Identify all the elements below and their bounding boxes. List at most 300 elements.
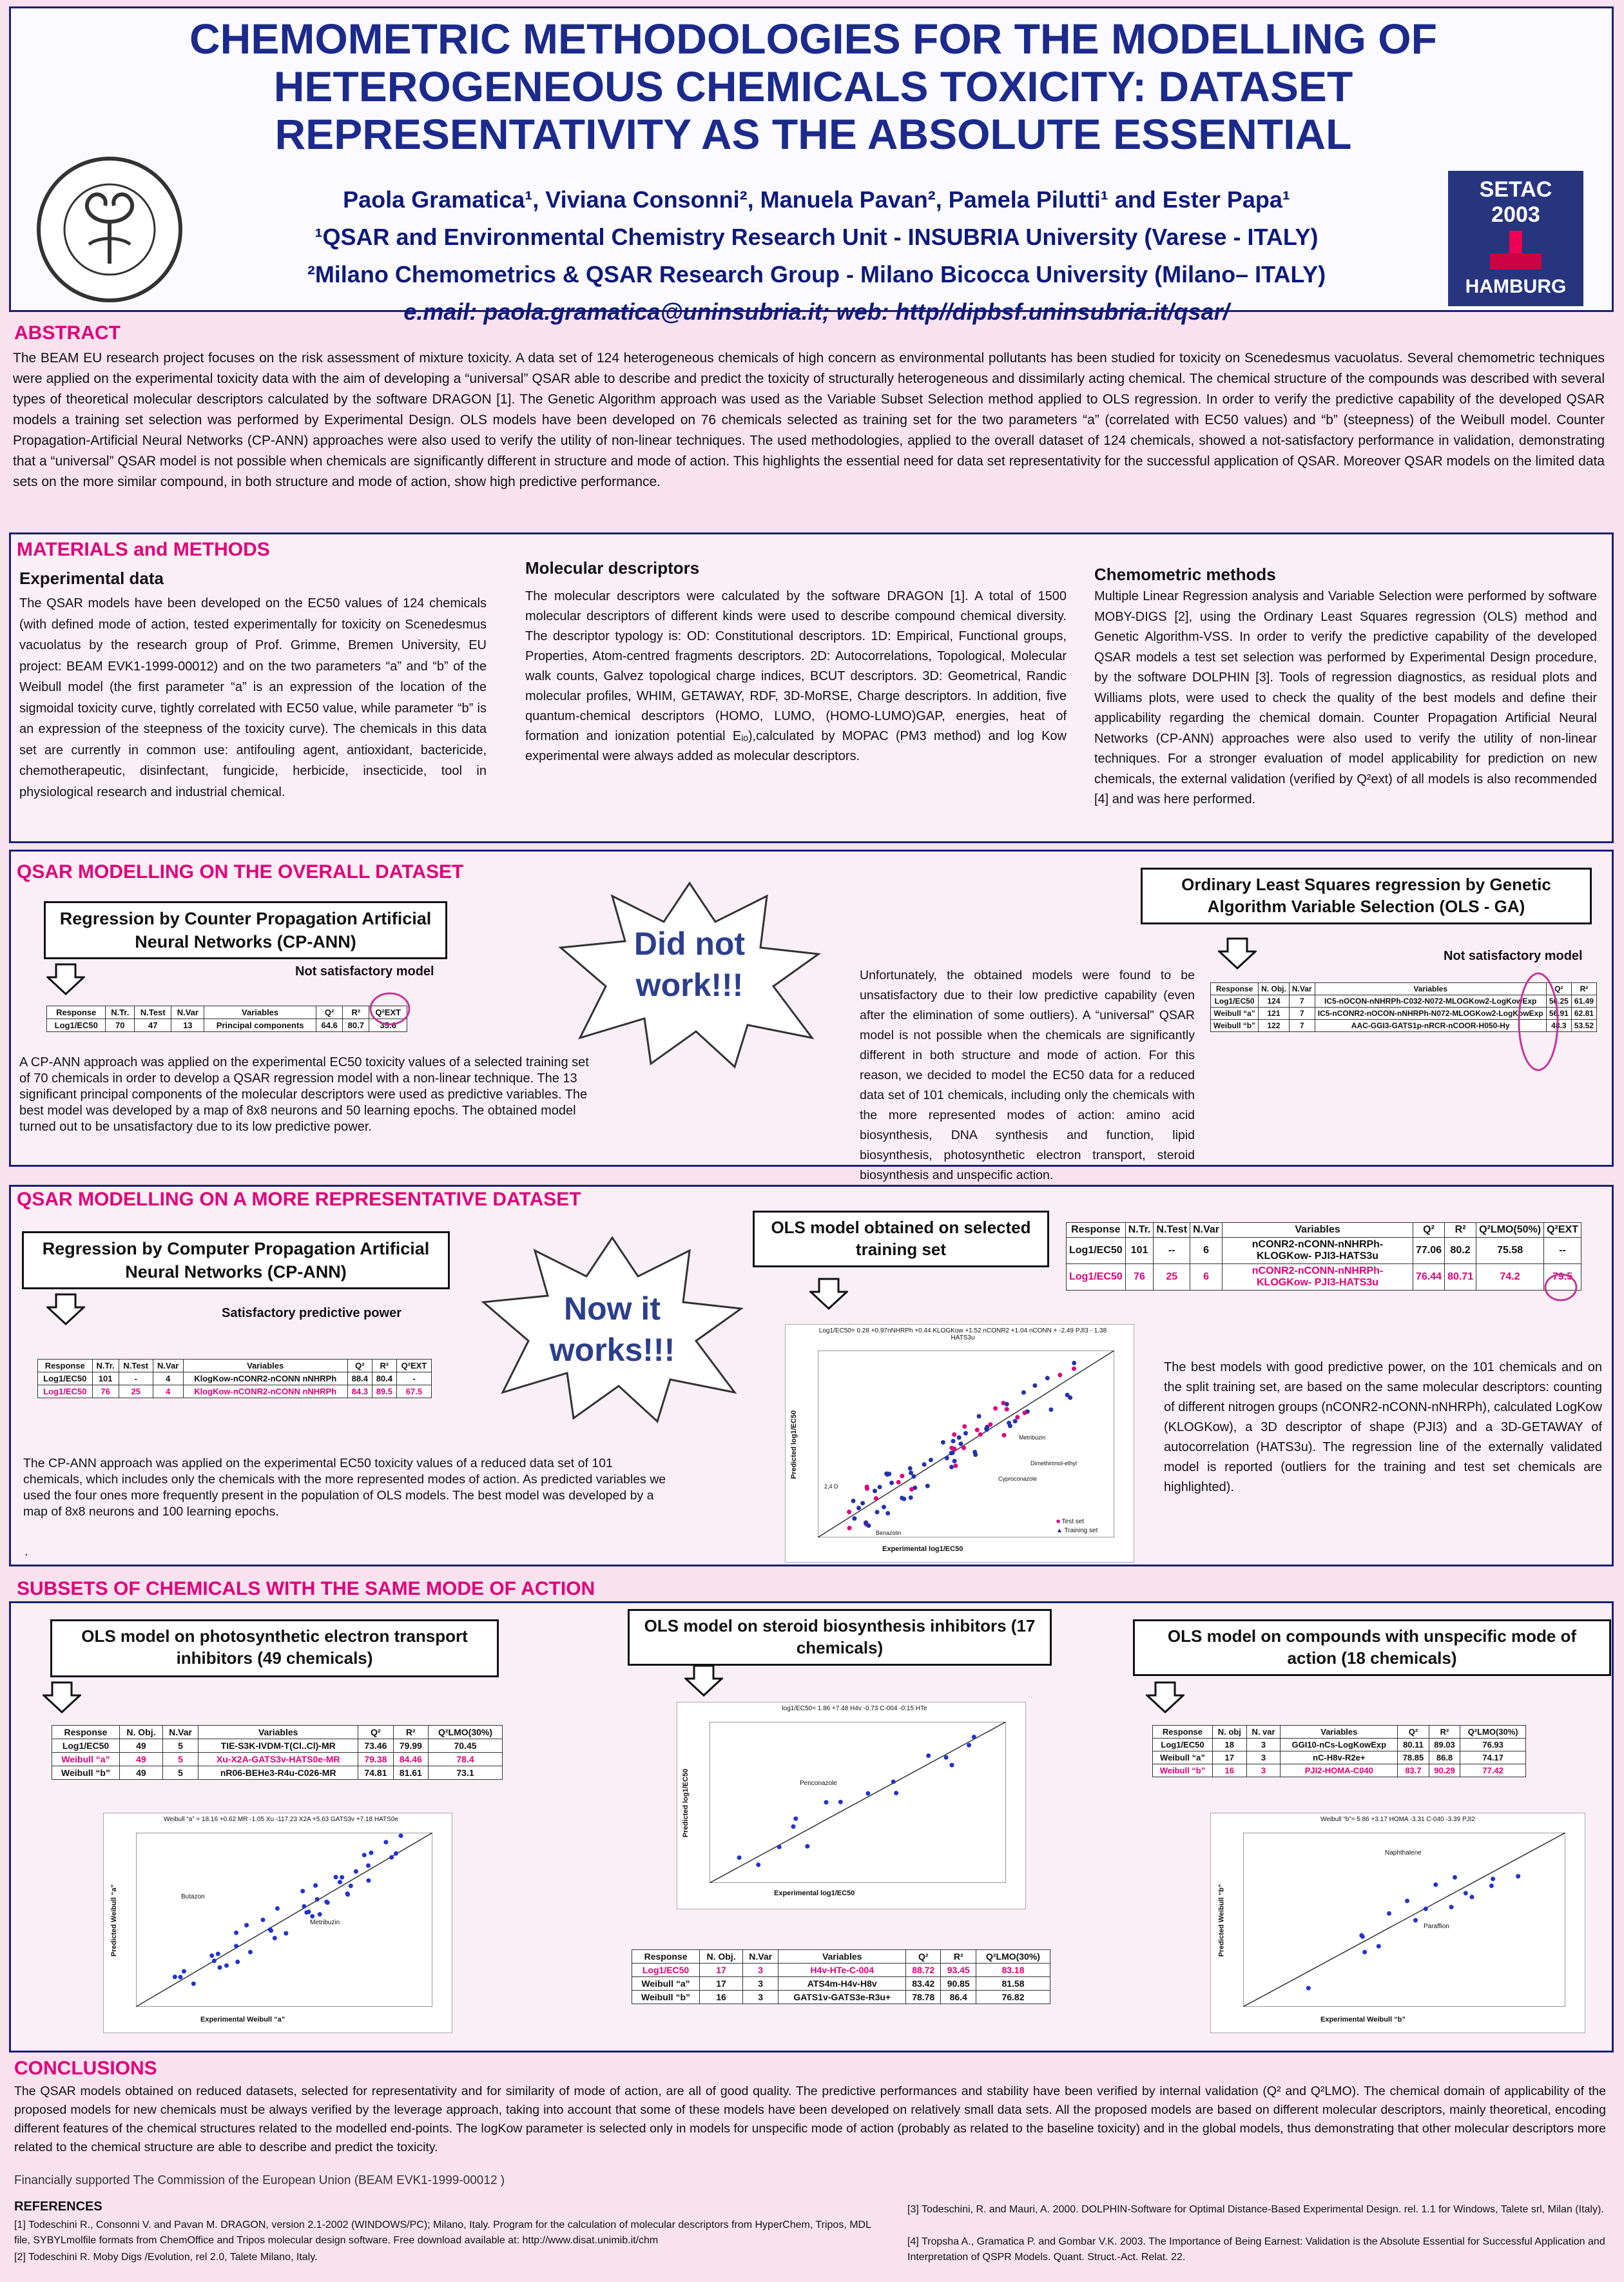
photosynthetic-table bbox=[52, 1725, 503, 1780]
table-cell: 70 bbox=[106, 1019, 135, 1032]
scatter-point bbox=[1470, 1895, 1474, 1899]
table-cell: 49 bbox=[120, 1739, 163, 1753]
scatter-point bbox=[1005, 1402, 1009, 1407]
scatter-point bbox=[1405, 1898, 1409, 1903]
scatter-point bbox=[218, 1965, 222, 1970]
table-row bbox=[52, 1766, 503, 1780]
scatter-point bbox=[851, 1499, 856, 1503]
table-cell: 83.42 bbox=[906, 1977, 941, 1991]
table-cell: 48.3 bbox=[1546, 1020, 1571, 1032]
table-cell: - bbox=[396, 1372, 431, 1385]
scatter-point bbox=[224, 1964, 229, 1968]
table-row bbox=[632, 1991, 1050, 2004]
scatter-point bbox=[1072, 1361, 1076, 1365]
table-header-cell: R² bbox=[1429, 1726, 1460, 1739]
scatter-point bbox=[793, 1817, 798, 1821]
table-cell: 76 bbox=[1125, 1264, 1154, 1291]
scatter-point bbox=[300, 1889, 305, 1893]
table-cell: 84.46 bbox=[393, 1753, 428, 1766]
table-row bbox=[1153, 1751, 1526, 1764]
table-cell: 79.99 bbox=[393, 1739, 428, 1753]
table-header-cell: Q² bbox=[1413, 1223, 1445, 1238]
table-cell: 88.4 bbox=[347, 1372, 372, 1385]
table-header-cell: N.Test bbox=[119, 1360, 153, 1372]
scatter-point bbox=[925, 1484, 930, 1488]
table-header-cell: Q²LMO(30%) bbox=[1460, 1726, 1526, 1739]
table-cell: 77.42 bbox=[1460, 1764, 1526, 1777]
table-cell: 47 bbox=[135, 1019, 171, 1032]
table-row bbox=[47, 1019, 407, 1032]
table-cell: 35.6 bbox=[369, 1019, 407, 1032]
table-cell: 67.5 bbox=[396, 1385, 431, 1398]
scatter-point bbox=[884, 1472, 889, 1476]
scatter-point bbox=[1065, 1393, 1070, 1398]
table-cell: 5 bbox=[162, 1753, 198, 1766]
table-row bbox=[1067, 1238, 1581, 1264]
table-header-cell: Q² bbox=[1398, 1726, 1429, 1739]
table-header-cell: Response bbox=[1067, 1223, 1126, 1238]
scatter-point bbox=[191, 1982, 196, 1986]
scatter-point bbox=[284, 1931, 288, 1936]
unspecific-title-box: OLS model on compounds with unspecific mode of action (18 chemicals) bbox=[1133, 1619, 1611, 1676]
plot-equation: Weibull “b”= 5.86 +3.17 HOMA -3.31 C-040 -3.39 PJI2 bbox=[1320, 1816, 1475, 1823]
abstract-heading: ABSTRACT bbox=[14, 322, 121, 344]
scatter-point bbox=[977, 1414, 981, 1419]
scatter-point bbox=[967, 1743, 971, 1748]
scatter-point bbox=[865, 1487, 869, 1491]
scatter-point bbox=[1377, 1944, 1381, 1949]
scatter-point bbox=[993, 1406, 998, 1410]
table-cell: 122 bbox=[1259, 1020, 1290, 1032]
table-cell: nCONR2-nCONN-nNHRPh-KLOGKow- PJI3-HATS3u bbox=[1223, 1238, 1413, 1264]
table-cell: nR06-BEHe3-R4u-C026-MR bbox=[198, 1766, 358, 1780]
scatter-point bbox=[394, 1851, 398, 1856]
now-it-works-label: Now it works!!! bbox=[549, 1291, 675, 1368]
table-row bbox=[38, 1372, 432, 1385]
scatter-point bbox=[949, 1451, 954, 1456]
scatter-point bbox=[1387, 1911, 1391, 1916]
scatter-point bbox=[369, 1851, 373, 1855]
scatter-point bbox=[1362, 1950, 1367, 1955]
point-label: Cyproconazole bbox=[998, 1476, 1038, 1482]
table-cell: 80.71 bbox=[1445, 1264, 1476, 1291]
table-header-cell: R² bbox=[1445, 1223, 1476, 1238]
table-header-cell: R² bbox=[1571, 983, 1596, 995]
scatter-point bbox=[852, 1516, 856, 1521]
table-cell: Weibull “b” bbox=[1153, 1764, 1213, 1777]
table-cell: 17 bbox=[700, 1977, 743, 1991]
table-header-cell: Variables bbox=[1281, 1726, 1398, 1739]
table-cell: 74.2 bbox=[1476, 1264, 1544, 1291]
x-axis-label: Experimental Weibull “b” bbox=[1320, 2016, 1406, 2024]
table-cell: GATS1v-GATS3e-R3u+ bbox=[778, 1991, 906, 2004]
table-cell: 121 bbox=[1259, 1008, 1290, 1020]
scatter-point bbox=[1002, 1433, 1007, 1438]
scatter-point bbox=[847, 1510, 851, 1514]
table-cell: 25 bbox=[1154, 1264, 1190, 1291]
scatter-point bbox=[962, 1424, 967, 1429]
overall-heading: QSAR MODELLING ON THE OVERALL DATASET bbox=[17, 861, 464, 883]
table-cell: 25 bbox=[119, 1385, 153, 1398]
scatter-area bbox=[136, 1833, 432, 2007]
chemometric-methods-title: Chemometric methods bbox=[1094, 565, 1276, 584]
point-label: Dimethirimol-ethyl bbox=[1030, 1460, 1078, 1467]
table-header-cell: Q²LMO(30%) bbox=[976, 1950, 1050, 1964]
legend-training: ▲ Training set bbox=[1056, 1527, 1098, 1534]
scatter-point bbox=[952, 1432, 956, 1437]
scatter-point bbox=[383, 1840, 388, 1844]
scatter-point bbox=[962, 1446, 966, 1450]
scatter-point bbox=[248, 1950, 253, 1955]
table-cell: 3 bbox=[1246, 1751, 1281, 1764]
reference-2: [2] Todeschini R. Moby Digs /Evolution, rel 2.0, Talete Milano, Italy. bbox=[14, 2252, 318, 2263]
scatter-point bbox=[963, 1431, 968, 1436]
y-axis-label: Predicted log1/EC50 bbox=[790, 1410, 798, 1479]
table-cell: 18 bbox=[1212, 1739, 1246, 1751]
contact-line[interactable]: e.mail: paola.gramatica@uninsubria.it; web: http//dipbsf.uninsubria.it/qsar/ bbox=[403, 298, 1230, 325]
table-cell: Log1/EC50 bbox=[1067, 1238, 1126, 1264]
scatter-point bbox=[216, 1952, 220, 1956]
cpann-overall-table bbox=[46, 1006, 407, 1032]
scatter-point bbox=[805, 1844, 809, 1849]
table-header-cell: Variables bbox=[778, 1950, 906, 1964]
x-axis-label: Experimental log1/EC50 bbox=[774, 1889, 855, 1897]
scatter-point bbox=[988, 1422, 992, 1427]
table-cell: ATS4m-H4v-H8v bbox=[778, 1977, 906, 1991]
point-label: Butazon bbox=[181, 1893, 205, 1900]
chemometric-methods-text: Multiple Linear Regression analysis and Variable Selection were performed by software MOBY-DIGS [2], using the Ordinary Least Squares regression (OLS) method and Genetic Algorithm-VSS. In order to verify the predictive capability of the developed QSAR models a test set selection was performed by Experimental Design procedure, by the software DOLPHIN [3]. Tools of regression diagnostics, as residual plots and Williams plots, were used to check the quality of the best models and define their applicability regarding the chemical domain. Counter Propagation Artificial Neural Networks (CP-ANN) approaches were also used to verify the utility of non-linear techniques. For a stronger evaluation of model applicability for prediction on new chemicals, the external validation (verified by Q²ext) of all models is also recommended [4] and was here performed. bbox=[1094, 589, 1597, 806]
table-cell: Log1/EC50 bbox=[1211, 995, 1259, 1008]
scatter-point bbox=[865, 1791, 870, 1796]
authors-block bbox=[204, 181, 1429, 331]
tower-icon bbox=[1477, 228, 1554, 273]
scatter-point bbox=[777, 1845, 782, 1849]
table-cell: 3 bbox=[1246, 1739, 1281, 1751]
cpann-rep-text: The CP-ANN approach was applied on the experimental EC50 toxicity values of a reduced data set of 101 chemicals, which includes only the chemicals with the more represented modes of action. As predicted variables we used the four ones more frequently present in the population of OLS models. The best model was developed by a map of 8x8 neurons and 100 learning epochs. bbox=[23, 1456, 666, 1519]
reference-4: [4] Tropsha A., Gramatica P. and Gombar V.K. 2003. The Importance of Being Earnest: Validation is the Absolute Essential for Successful Application and Interpretation of QSPR Models. Quant. Struct.-Act. Relat. 22. bbox=[907, 2236, 1605, 2263]
scatter-point bbox=[1359, 1933, 1364, 1938]
scatter-point bbox=[234, 1944, 238, 1948]
table-row bbox=[1153, 1764, 1526, 1777]
table-header-cell: Variables bbox=[1315, 983, 1546, 995]
scatter-point bbox=[1015, 1415, 1020, 1419]
table-cell: 80.7 bbox=[343, 1019, 369, 1032]
table-header-cell: Variables bbox=[183, 1360, 347, 1372]
scatter-point bbox=[985, 1427, 989, 1432]
table-cell: IC5-nOCON-nNHRPh-C032-N072-MLOGKow2-LogKowExp bbox=[1315, 995, 1546, 1008]
scatter-point bbox=[1058, 1373, 1062, 1378]
table-cell: 89.5 bbox=[372, 1385, 396, 1398]
point-label: Naphthalene bbox=[1385, 1849, 1422, 1857]
table-header-cell: N. Obj. bbox=[120, 1726, 163, 1739]
scatter-point bbox=[345, 1892, 350, 1897]
point-label: Paraffion bbox=[1424, 1923, 1449, 1930]
table-cell: Log1/EC50 bbox=[38, 1385, 93, 1398]
table-cell: PJI2-HOMA-C040 bbox=[1281, 1764, 1398, 1777]
table-header-cell: Response bbox=[1153, 1726, 1213, 1739]
scatter-point bbox=[945, 1456, 949, 1460]
reference-1: [1] Todeschini R., Consonni V. and Pavan M. DRAGON, version 2.1-2002 (WINDOWS/PC); Milano, Italy. Program for the calculation of molecular descriptors from HyperChem, Tripos, MDL file, SYBYLmolfile formats from ChemOffice and Tripos molecular design software. Free download available at: http://www.disat.unimib.it/chm bbox=[14, 2219, 871, 2246]
scatter-point bbox=[307, 1909, 311, 1914]
table-cell: 6 bbox=[1190, 1238, 1223, 1264]
unspecific-table bbox=[1152, 1725, 1526, 1777]
table-cell: 7 bbox=[1289, 1020, 1315, 1032]
table-cell: 79.5 bbox=[1544, 1264, 1581, 1291]
table-header-row bbox=[1067, 1223, 1581, 1238]
scatter-point bbox=[824, 1800, 829, 1804]
down-arrow-icon bbox=[46, 1293, 85, 1325]
scatter-point bbox=[878, 1485, 882, 1489]
table-cell: 56.91 bbox=[1546, 1008, 1571, 1020]
table-cell: 5 bbox=[162, 1739, 198, 1753]
point-label: Benazolin bbox=[876, 1530, 902, 1536]
subsets-heading: SUBSETS OF CHEMICALS WITH THE SAME MODE OF ACTION bbox=[17, 1578, 595, 1599]
table-cell: 16 bbox=[700, 1991, 743, 2004]
table-cell: 49 bbox=[120, 1766, 163, 1780]
table-header-cell: N. Obj. bbox=[1259, 983, 1290, 995]
plot-equation: Log1/EC50= 0.28 +0.97nNHRPh +0.44 KLOGKow +1.52 nCONR2 +1.04 nCONN + -2.49 PJI3 - 1.38 HATS3u bbox=[818, 1327, 1107, 1341]
table-header-cell: Q²EXT bbox=[369, 1006, 407, 1019]
table-cell: Weibull “a” bbox=[52, 1753, 120, 1766]
scatter-point bbox=[891, 1780, 896, 1784]
table-header-row bbox=[38, 1360, 432, 1372]
down-arrow-icon bbox=[1146, 1681, 1184, 1713]
table-cell: KlogKow-nCONR2-nCONN nNHRPh bbox=[183, 1372, 347, 1385]
scatter-point bbox=[874, 1496, 878, 1501]
scatter-point bbox=[896, 1480, 901, 1485]
scatter-point bbox=[302, 1904, 306, 1909]
table-cell: 6 bbox=[1190, 1264, 1223, 1291]
table-header-cell: N.Var bbox=[1289, 983, 1315, 995]
table-cell: 3 bbox=[1246, 1764, 1281, 1777]
table-row bbox=[52, 1739, 503, 1753]
scatter-point bbox=[975, 1428, 980, 1432]
table-cell: Weibull “a” bbox=[1153, 1751, 1213, 1764]
ols-rep-table bbox=[1066, 1222, 1581, 1291]
y-axis-label: Predicted Weibull “a” bbox=[110, 1884, 119, 1957]
table-cell: 76 bbox=[92, 1385, 119, 1398]
highlight-ellipse bbox=[367, 990, 412, 1028]
highlight-ellipse bbox=[1542, 1271, 1580, 1303]
satisfactory-label: Satisfactory predictive power bbox=[222, 1306, 401, 1320]
rep-right-text: The best models with good predictive power, on the 101 chemicals and on the split training set, are based on the same molecular descriptors: counting of different nitrogen groups (nCONR2-nCONN-nNHRPh), calculated LogKow (KLOGKow), a 3D descriptor of shape (PJI3) and a 3D-GETAWAY of autocorrelation (HATS3u). The regression line of the externally validated model is reported (outliers for the training and test set chemicals are highlighted). bbox=[1164, 1360, 1602, 1494]
scatter-point bbox=[909, 1470, 913, 1475]
author-list: Paola Gramatica¹, Viviana Consonni², Manuela Pavan², Pamela Pilutti¹ and Ester Papa¹ bbox=[343, 186, 1290, 213]
table-header-cell: N. obj bbox=[1212, 1726, 1246, 1739]
table-cell: 84.3 bbox=[347, 1385, 372, 1398]
scatter-point bbox=[958, 1441, 963, 1446]
scatter-point bbox=[909, 1496, 913, 1500]
scatter-area bbox=[710, 1722, 1006, 1883]
table-cell: 4 bbox=[153, 1385, 183, 1398]
table-cell: 86.8 bbox=[1429, 1751, 1460, 1764]
scatter-point bbox=[953, 1463, 958, 1468]
scatter-point bbox=[900, 1474, 904, 1478]
table-cell: 3 bbox=[743, 1964, 778, 1977]
not-satisfactory-label: Not satisfactory model bbox=[295, 964, 434, 979]
scatter-point bbox=[951, 1439, 956, 1443]
table-cell: 78.78 bbox=[906, 1991, 941, 2004]
table-cell: -- bbox=[1544, 1238, 1581, 1264]
table-cell: 7 bbox=[1289, 1008, 1315, 1020]
university-logo bbox=[37, 157, 182, 302]
scatter-point bbox=[909, 1487, 914, 1492]
table-cell: 89.03 bbox=[1429, 1739, 1460, 1751]
table-row bbox=[1067, 1264, 1581, 1291]
scatter-point bbox=[973, 1452, 978, 1457]
funding-note: Financially supported The Commission of the European Union (BEAM EVK1-1999-00012 ) bbox=[14, 2174, 505, 2187]
table-cell: 3 bbox=[743, 1991, 778, 2004]
table-cell: Weibull “b” bbox=[632, 1991, 700, 2004]
table-cell: 83.7 bbox=[1398, 1764, 1429, 1777]
reference-3: [3] Todeschini, R. and Mauri, A. 2000. DOLPHIN-Software for Optimal Distance-Based Experimental Design. rel. 1.1 for Windows, Talete srl, Milan (Italy). bbox=[907, 2204, 1604, 2215]
table-cell: TIE-S3K-IVDM-T(Cl..Cl)-MR bbox=[198, 1739, 358, 1753]
scatter-point bbox=[882, 1505, 886, 1509]
y-axis-label: Predicted log1/EC50 bbox=[682, 1768, 690, 1838]
table-cell: 13 bbox=[171, 1019, 204, 1032]
table-cell: 73.46 bbox=[358, 1739, 393, 1753]
scatter-point bbox=[1021, 1390, 1026, 1395]
table-cell: 53.52 bbox=[1571, 1020, 1596, 1032]
y-axis-label: Predicted Weibull “b” bbox=[1217, 1884, 1226, 1957]
scatter-point bbox=[212, 1958, 217, 1963]
scatter-point bbox=[1013, 1419, 1018, 1423]
scatter-point bbox=[313, 1883, 318, 1887]
methods-heading: MATERIALS and METHODS bbox=[17, 539, 270, 560]
scatter-point bbox=[275, 1906, 280, 1911]
table-cell: 49 bbox=[120, 1753, 163, 1766]
table-header-cell: Response bbox=[47, 1006, 106, 1019]
table-cell: H4v-HTe-C-004 bbox=[778, 1964, 906, 1977]
scatter-plot-steroid bbox=[677, 1702, 1026, 1909]
table-cell: 61.49 bbox=[1571, 995, 1596, 1008]
scatter-point bbox=[1516, 1874, 1520, 1878]
scatter-point bbox=[838, 1800, 843, 1804]
scatter-point bbox=[209, 1953, 214, 1958]
scatter-point bbox=[1306, 1986, 1311, 1991]
scatter-point bbox=[1413, 1918, 1418, 1922]
scatter-point bbox=[273, 1936, 277, 1940]
scatter-point bbox=[926, 1753, 931, 1758]
scatter-point bbox=[949, 1465, 954, 1469]
table-header-row bbox=[1153, 1726, 1526, 1739]
scatter-point bbox=[860, 1501, 865, 1505]
table-header-cell: N.Tr. bbox=[1125, 1223, 1154, 1238]
conclusions-heading: CONCLUSIONS bbox=[14, 2058, 157, 2079]
point-label: Metribuzin bbox=[1019, 1434, 1046, 1441]
scatter-point bbox=[315, 1897, 320, 1902]
setac-logo: SETAC 2003 HAMBURG bbox=[1448, 171, 1583, 306]
table-header-cell: N. var bbox=[1246, 1726, 1281, 1739]
scatter-point bbox=[324, 1900, 329, 1904]
table-cell: 80.4 bbox=[372, 1372, 396, 1385]
scatter-point bbox=[950, 1763, 954, 1768]
scatter-point bbox=[952, 1459, 957, 1463]
table-cell: IC5-nCONR2-nOCON-nNHRPh-N072-MLOGKow2-LogKowExp bbox=[1315, 1008, 1546, 1020]
molecular-descriptors-text: The molecular descriptors were calculated by the software DRAGON [1]. A total of 1500 molecular descriptors of different kinds were used to describe compound chemical diversity. The descriptor typology is: OD: Constitutional descriptors. 1D: Empirical, Functional groups, Properties, Atom-centred fragments descriptors. 2D: Autocorrelations, Topological, Molecular walk counts, Galvez topological charge indices, BCUT descriptors. 3D: Geometrical, Randic molecular profiles, WHIM, GETAWAY, RDF, 3D-MoRSE, Charge descriptors. In addition, five quantum-chemical descriptors (HOMO, LUMO, (HOMO-LUMO)GAP, energies, heat of formation and ionization potential Eᵢₒ),calculated by MOPAC (PM3 method) and log Kow experimental were always added as molecular descriptors. bbox=[525, 589, 1067, 763]
down-arrow-icon bbox=[43, 1681, 81, 1713]
scatter-point bbox=[1045, 1376, 1050, 1380]
table-cell: -- bbox=[1154, 1238, 1190, 1264]
scatter-point bbox=[1489, 1884, 1494, 1888]
scatter-point bbox=[894, 1791, 898, 1795]
stray-dot: . bbox=[24, 1545, 28, 1559]
not-satisfactory-label: Not satisfactory model bbox=[1444, 949, 1583, 963]
representative-heading: QSAR MODELLING ON A MORE REPRESENTATIVE DATASET bbox=[17, 1189, 581, 1210]
scatter-point bbox=[1449, 1905, 1454, 1909]
table-cell: 75.58 bbox=[1476, 1238, 1544, 1264]
conclusions-text: The QSAR models obtained on reduced datasets, selected for representativity and for similarity of mode of action, are all of good quality. The predictive performances and stability have been verified by internal validation (Q² and Q²LMO). The chemical domain of applicability of the proposed models for new chemicals must be always verified by the leverage approach, taking into account that some of these models have been developed on relatively small data sets. All the proposed models are based on different molecular descriptors, mainly theoretical, encoding different features of the chemical structures related to the modelled end-points. The logKow parameter is selected only in models for unspecific mode of action (probably as related to the baseline toxicity) and in the global models, thus demonstrating that other molecular descriptors more related to the chemical structure are able to describe and predict the toxicity. bbox=[14, 2084, 1606, 2154]
highlight-ellipse bbox=[1516, 970, 1561, 1073]
table-header-cell: Response bbox=[52, 1726, 120, 1739]
down-arrow-icon bbox=[1218, 937, 1257, 970]
scatter-point bbox=[1433, 1882, 1438, 1887]
table-header-cell: N.Test bbox=[135, 1006, 171, 1019]
scatter-point bbox=[885, 1511, 890, 1516]
table-row bbox=[52, 1753, 503, 1766]
table-cell: Log1/EC50 bbox=[52, 1739, 120, 1753]
table-cell: 101 bbox=[92, 1372, 119, 1385]
table-header-cell: Q²EXT bbox=[396, 1360, 431, 1372]
scatter-point bbox=[366, 1864, 371, 1868]
table-cell: nC-H8v-R2e+ bbox=[1281, 1751, 1398, 1764]
scatter-point bbox=[908, 1466, 913, 1470]
experimental-data-text: The QSAR models have been developed on the EC50 values of 124 chemicals (with defined mode of action, tested experimentally for toxicity on Scenedesmus vacuolatus by the research group of Prof. Grimme, Bremen University, EU project: BEAM EVK1-1999-00012) and on the two parameters “a” and “b” of the Weibull model (the first parameter “a” is an expression of the location of the sigmoidal toxicity curve, tightly correlated with EC50 value, while parameter “b” is an expression of the steepness of the toxicity curve). The chemicals in this data set are currently in common use: antifouling agent, antioxidant, bactericide, chemotherapeutic, disinfectant, fungicide, herbicide, insecticide, tool in physiological research and industrial chemical. bbox=[19, 596, 487, 799]
plot-equation: Weibull “a” = 18.16 +0.62 MR -1.05 Xu -117.23 X2A +5.63 GATS3v +7.18 HATS0e bbox=[164, 1816, 398, 1823]
table-row bbox=[632, 1977, 1050, 1991]
cpann-rep-title-box: Regression by Computer Propagation Artificial Neural Networks (CP-ANN) bbox=[22, 1231, 450, 1289]
table-row bbox=[38, 1385, 432, 1398]
table-header-cell: N.Var bbox=[153, 1360, 183, 1372]
scatter-point bbox=[1424, 1907, 1428, 1911]
table-cell: 78.4 bbox=[429, 1753, 503, 1766]
table-header-cell: N. Obj. bbox=[700, 1950, 743, 1964]
scatter-point bbox=[179, 1975, 183, 1980]
table-header-cell: Q²LMO(30%) bbox=[429, 1726, 503, 1739]
scatter-point bbox=[911, 1474, 916, 1479]
scatter-point bbox=[1453, 1875, 1457, 1880]
scatter-point bbox=[1005, 1407, 1009, 1412]
scatter-point bbox=[354, 1869, 358, 1874]
table-row bbox=[1153, 1739, 1526, 1751]
scatter-point bbox=[864, 1521, 868, 1525]
scatter-point bbox=[366, 1878, 371, 1883]
photosynthetic-title-box: OLS model on photosynthetic electron transport inhibitors (49 chemicals) bbox=[50, 1619, 499, 1677]
table-header-cell: Variables bbox=[1223, 1223, 1413, 1238]
table-header-cell: R² bbox=[372, 1360, 396, 1372]
table-cell: Weibull “b” bbox=[1211, 1020, 1259, 1032]
scatter-point bbox=[389, 1855, 394, 1860]
table-cell: 76.93 bbox=[1460, 1739, 1526, 1751]
down-arrow-icon bbox=[684, 1664, 723, 1697]
table-cell: nCONR2-nCONN-nNHRPh-KLOGKow- PJI3-HATS3u bbox=[1223, 1264, 1413, 1291]
x-axis-label: Experimental log1/EC50 bbox=[882, 1545, 963, 1553]
down-arrow-icon bbox=[46, 963, 85, 995]
scatter-point bbox=[791, 1824, 796, 1829]
table-cell: 76.82 bbox=[976, 1991, 1050, 2004]
table-cell: 86.4 bbox=[941, 1991, 976, 2004]
scatter-point bbox=[972, 1735, 976, 1739]
table-cell: 70.45 bbox=[429, 1739, 503, 1753]
table-row bbox=[632, 1964, 1050, 1977]
table-header-cell: R² bbox=[393, 1726, 428, 1739]
table-cell: 77.06 bbox=[1413, 1238, 1445, 1264]
scatter-point bbox=[1491, 1877, 1495, 1881]
point-label: Penconazole bbox=[800, 1780, 837, 1787]
table-cell: 78.85 bbox=[1398, 1751, 1429, 1764]
scatter-point bbox=[234, 1931, 238, 1935]
table-cell: 88.72 bbox=[906, 1964, 941, 1977]
